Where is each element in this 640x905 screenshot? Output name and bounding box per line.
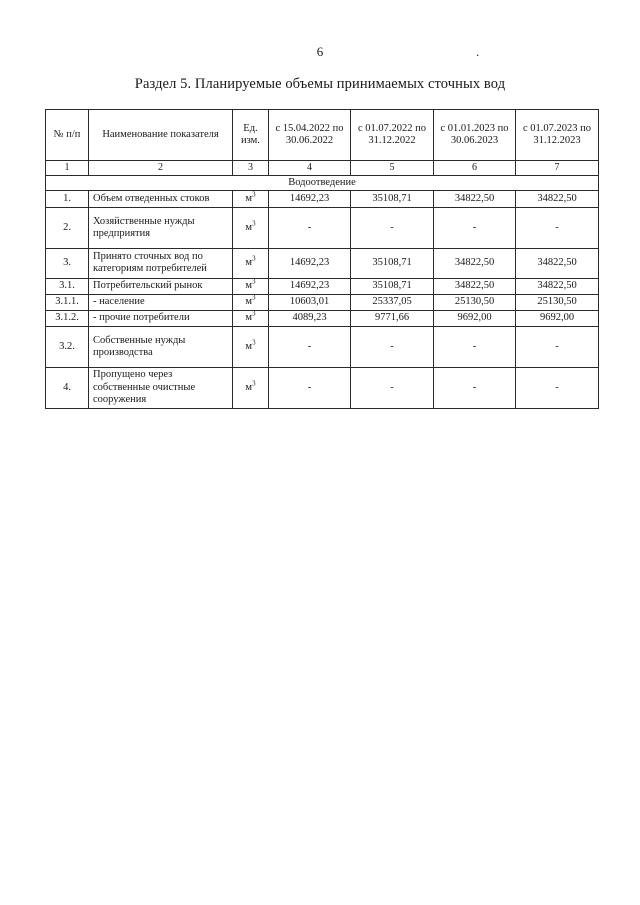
row-value: 35108,71 <box>351 190 434 207</box>
row-number: 1. <box>46 190 89 207</box>
table-row <box>46 294 599 310</box>
row-value: 35108,71 <box>351 248 434 278</box>
row-value: - <box>269 367 351 408</box>
row-value: - <box>351 326 434 367</box>
row-name: - прочие потребители <box>89 310 233 326</box>
row-unit: $м^3$ <box>233 367 269 408</box>
row-value: - <box>351 207 434 248</box>
row-number: 3.1. <box>46 278 89 294</box>
header-period-1: с 15.04.2022 по 30.06.2022 <box>269 110 351 161</box>
column-number-row <box>46 161 599 176</box>
row-unit: $м^3$ <box>233 294 269 310</box>
row-number: 2. <box>46 207 89 248</box>
row-value: - <box>516 326 599 367</box>
row-number: 3.1.2. <box>46 310 89 326</box>
table-row <box>46 367 599 408</box>
row-value: 9692,00 <box>516 310 599 326</box>
row-value: - <box>434 207 516 248</box>
row-value: 14692,23 <box>269 248 351 278</box>
header-period-4: с 01.07.2023 по 31.12.2023 <box>516 110 599 161</box>
row-value: - <box>516 207 599 248</box>
row-number: 3. <box>46 248 89 278</box>
row-value: - <box>434 326 516 367</box>
row-value: 34822,50 <box>516 190 599 207</box>
row-name: Принято сточных вод по категориям потребителей <box>89 248 233 278</box>
row-value: - <box>269 326 351 367</box>
row-value: 34822,50 <box>434 248 516 278</box>
column-number: 5 <box>351 161 434 176</box>
row-value: 35108,71 <box>351 278 434 294</box>
row-name: Потребительский рынок <box>89 278 233 294</box>
row-number: 3.1.1. <box>46 294 89 310</box>
header-no: № п/п <box>46 110 89 161</box>
row-number: 3.2. <box>46 326 89 367</box>
row-value: 9771,66 <box>351 310 434 326</box>
row-name: Собственные нужды производства <box>89 326 233 367</box>
page-number: 6 <box>316 44 324 59</box>
row-value: - <box>269 207 351 248</box>
row-value: 34822,50 <box>434 278 516 294</box>
header-name: Наименование показателя <box>89 110 233 161</box>
row-value: - <box>351 367 434 408</box>
group-label: Водоотведение <box>46 175 599 190</box>
row-value: 9692,00 <box>434 310 516 326</box>
row-unit: $м^3$ <box>233 326 269 367</box>
header-period-3: с 01.01.2023 по 30.06.2023 <box>434 110 516 161</box>
column-number: 4 <box>269 161 351 176</box>
column-number: 2 <box>89 161 233 176</box>
row-number: 4. <box>46 367 89 408</box>
column-number: 7 <box>516 161 599 176</box>
row-value: 14692,23 <box>269 190 351 207</box>
section-title: Раздел 5. Планируемые объемы принимаемых сточных вод <box>134 76 506 92</box>
row-name: Хозяйственные нужды предприятия <box>89 207 233 248</box>
header-row <box>46 110 599 161</box>
row-value: 34822,50 <box>516 248 599 278</box>
row-name: Объем отведенных стоков <box>89 190 233 207</box>
row-value: 10603,01 <box>269 294 351 310</box>
row-value: - <box>516 367 599 408</box>
column-number: 3 <box>233 161 269 176</box>
group-row <box>46 175 599 190</box>
row-name: - население <box>89 294 233 310</box>
row-unit: $м^3$ <box>233 190 269 207</box>
row-value: 25130,50 <box>516 294 599 310</box>
table-row <box>46 310 599 326</box>
row-value: 34822,50 <box>434 190 516 207</box>
row-value: - <box>434 367 516 408</box>
row-unit: $м^3$ <box>233 248 269 278</box>
row-value: 14692,23 <box>269 278 351 294</box>
corner-mark: . <box>476 44 480 59</box>
row-value: 25337,05 <box>351 294 434 310</box>
row-value: 34822,50 <box>516 278 599 294</box>
column-number: 6 <box>434 161 516 176</box>
header-period-2: с 01.07.2022 по 31.12.2022 <box>351 110 434 161</box>
row-unit: $м^3$ <box>233 310 269 326</box>
table-row <box>46 207 599 248</box>
table-row <box>46 248 599 278</box>
column-number: 1 <box>46 161 89 176</box>
planned-volumes-table <box>45 109 599 409</box>
header-unit: Ед. изм. <box>233 110 269 161</box>
table-row <box>46 326 599 367</box>
row-name: Пропущено через собственные очистные сооружения <box>89 367 233 408</box>
row-value: 4089,23 <box>269 310 351 326</box>
row-unit: $м^3$ <box>233 278 269 294</box>
table-row <box>46 190 599 207</box>
table-row <box>46 278 599 294</box>
row-value: 25130,50 <box>434 294 516 310</box>
row-unit: $м^3$ <box>233 207 269 248</box>
